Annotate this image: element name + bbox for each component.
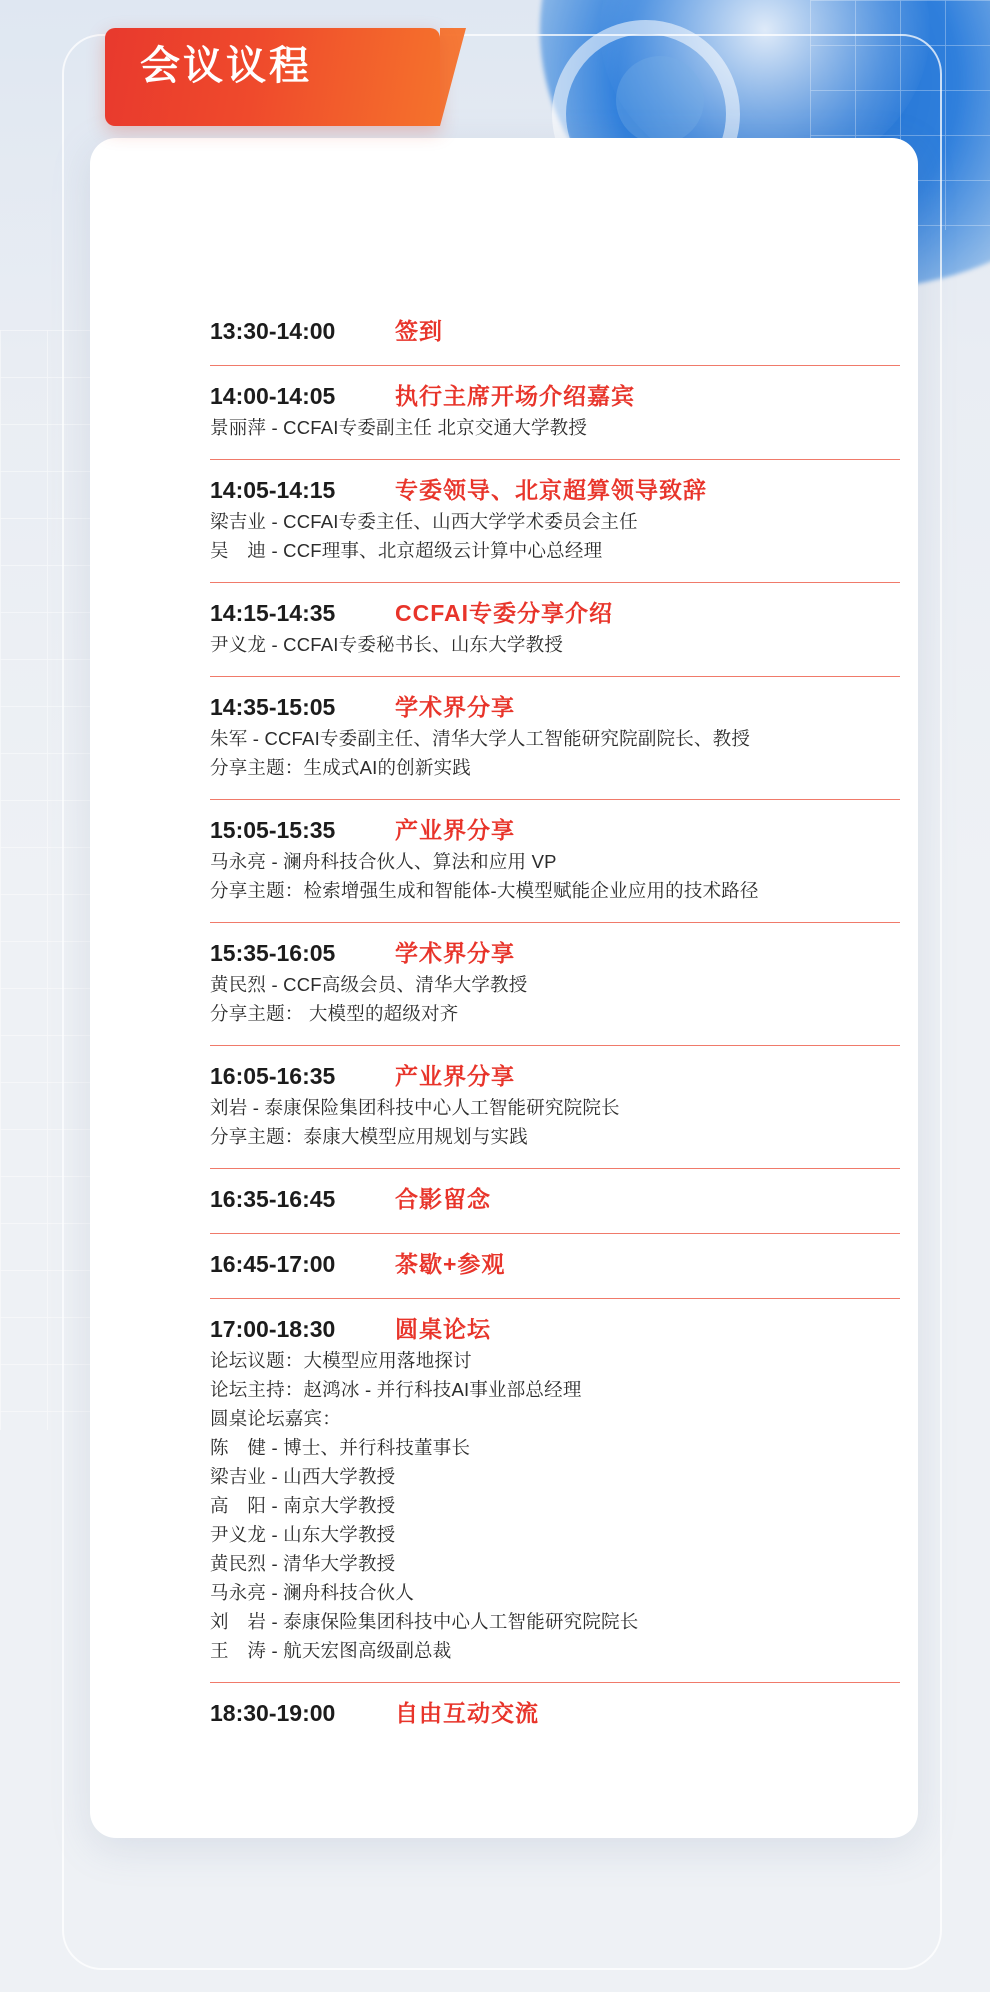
agenda-item-detail: 分享主题：检索增强生成和智能体-大模型赋能企业应用的技术路径 [210, 880, 759, 901]
agenda-item-detail: 景丽萍 - CCFAI专委副主任 北京交通大学教授 [210, 417, 588, 438]
agenda-item [210, 812, 900, 913]
agenda-divider [210, 799, 900, 800]
agenda-item-header [210, 595, 900, 628]
agenda-item-detail: 圆桌论坛嘉宾： [210, 1408, 341, 1429]
agenda-item-time: 13:30-14:00 [210, 318, 336, 344]
agenda-item-detail: 吴 迪 - CCF理事、北京超级云计算中心总经理 [210, 540, 603, 561]
agenda-divider [210, 1682, 900, 1683]
agenda-item-topic: 专委领导、北京超算领导致辞 [395, 477, 707, 503]
agenda-item-topic: 圆桌论坛 [395, 1316, 491, 1342]
agenda-item-detail: 陈 健 - 博士、并行科技董事长 [210, 1437, 471, 1458]
agenda-item-header [210, 378, 900, 411]
agenda-item-header [210, 1181, 900, 1214]
agenda-item-detail: 黄民烈 - 清华大学教授 [210, 1553, 396, 1574]
agenda-item [210, 935, 900, 1036]
agenda-item [210, 1695, 900, 1738]
agenda-item-time: 16:35-16:45 [210, 1186, 336, 1212]
agenda-item-detail: 梁吉业 - 山西大学教授 [210, 1466, 396, 1487]
agenda-item-detail: 刘 岩 - 泰康保险集团科技中心人工智能研究院院长 [210, 1611, 639, 1632]
agenda-item-topic: 签到 [395, 318, 443, 344]
agenda-item-time: 16:45-17:00 [210, 1251, 336, 1277]
agenda-item [210, 378, 900, 450]
agenda-item-detail: 高 阳 - 南京大学教授 [210, 1495, 396, 1516]
ribbon-fold [440, 28, 466, 126]
agenda-item-detail: 黄民烈 - CCF高级会员、清华大学教授 [210, 974, 528, 995]
agenda-item-detail: 论坛议题：大模型应用落地探讨 [210, 1350, 472, 1371]
agenda-item-header [210, 313, 900, 346]
agenda-item [210, 1311, 900, 1673]
agenda-item-detail: 梁吉业 - CCFAI专委主任、山西大学学术委员会主任 [210, 511, 638, 532]
agenda-item-detail: 尹义龙 - CCFAI专委秘书长、山东大学教授 [210, 634, 564, 655]
agenda-item-detail: 王 涛 - 航天宏图高级副总裁 [210, 1640, 452, 1661]
agenda-item-topic: CCFAI专委分享介绍 [395, 600, 613, 626]
agenda-card [90, 138, 918, 1838]
agenda-item-detail: 尹义龙 - 山东大学教授 [210, 1524, 396, 1545]
agenda-item-header [210, 935, 900, 968]
agenda-item-detail: 朱军 - CCFAI专委副主任、清华大学人工智能研究院副院长、教授 [210, 728, 751, 749]
agenda-item-time: 15:05-15:35 [210, 817, 336, 843]
agenda-item-topic: 合影留念 [395, 1186, 491, 1212]
agenda-item [210, 1058, 900, 1159]
agenda-item-topic: 茶歇+参观 [395, 1251, 506, 1277]
agenda-item-time: 16:05-16:35 [210, 1063, 336, 1089]
agenda-item-topic: 执行主席开场介绍嘉宾 [395, 383, 635, 409]
agenda-item-topic: 产业界分享 [395, 817, 515, 843]
agenda-divider [210, 582, 900, 583]
agenda-list [210, 313, 900, 1738]
agenda-item-header [210, 472, 900, 505]
agenda-item-time: 14:15-14:35 [210, 600, 336, 626]
agenda-item-time: 14:05-14:15 [210, 477, 336, 503]
agenda-item-topic: 产业界分享 [395, 1063, 515, 1089]
agenda-item-time: 18:30-19:00 [210, 1700, 336, 1726]
agenda-item-topic: 自由互动交流 [395, 1700, 539, 1726]
agenda-item-topic: 学术界分享 [395, 940, 515, 966]
agenda-item [210, 472, 900, 573]
agenda-item-detail: 马永亮 - 澜舟科技合伙人 [210, 1582, 415, 1603]
agenda-item-header [210, 689, 900, 722]
agenda-item-detail: 分享主题：生成式AI的创新实践 [210, 757, 471, 778]
agenda-divider [210, 1168, 900, 1169]
agenda-divider [210, 1045, 900, 1046]
agenda-item-header [210, 1311, 900, 1344]
agenda-divider [210, 459, 900, 460]
agenda-item-detail: 分享主题：泰康大模型应用规划与实践 [210, 1126, 528, 1147]
agenda-item-detail: 论坛主持：赵鸿冰 - 并行科技AI事业部总经理 [210, 1379, 582, 1400]
agenda-item [210, 1181, 900, 1224]
agenda-item-time: 14:00-14:05 [210, 383, 336, 409]
agenda-item-detail: 马永亮 - 澜舟科技合伙人、算法和应用 VP [210, 851, 557, 872]
agenda-divider [210, 676, 900, 677]
agenda-item-time: 14:35-15:05 [210, 694, 336, 720]
agenda-item [210, 689, 900, 790]
agenda-item-topic: 学术界分享 [395, 694, 515, 720]
agenda-item [210, 313, 900, 356]
agenda-item-time: 15:35-16:05 [210, 940, 336, 966]
agenda-divider [210, 922, 900, 923]
agenda-item-detail: 刘岩 - 泰康保险集团科技中心人工智能研究院院长 [210, 1097, 620, 1118]
agenda-item [210, 595, 900, 667]
agenda-divider [210, 365, 900, 366]
agenda-item-header [210, 1695, 900, 1728]
agenda-divider [210, 1298, 900, 1299]
agenda-item-header [210, 1058, 900, 1091]
agenda-item [210, 1246, 900, 1289]
agenda-divider [210, 1233, 900, 1234]
agenda-item-time: 17:00-18:30 [210, 1316, 336, 1342]
agenda-item-detail: 分享主题： 大模型的超级对齐 [210, 1003, 459, 1024]
agenda-item-header [210, 1246, 900, 1279]
agenda-item-header [210, 812, 900, 845]
page-title: 会议议程 [140, 44, 312, 88]
